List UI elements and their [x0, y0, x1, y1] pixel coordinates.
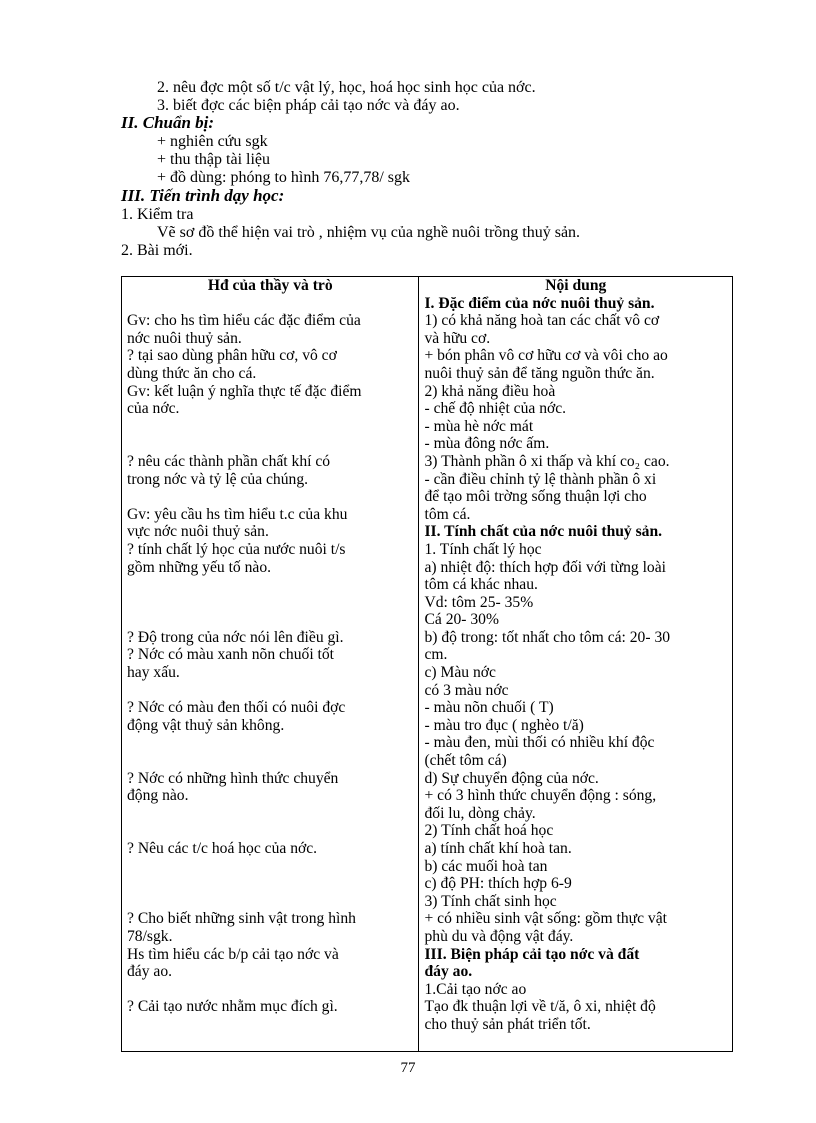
left-column-header: Hđ của thầy và trò	[207, 277, 333, 294]
left-cell-line	[127, 611, 413, 629]
left-cell-line: 78/sgk.	[127, 927, 173, 945]
left-cell-line	[127, 418, 413, 436]
left-cell-line	[127, 295, 413, 313]
left-cell-line: Gv: kết luận ý nghĩa thực tế đặc điểm	[127, 382, 362, 400]
right-cell-line: 1. Tính chất lý học	[424, 540, 542, 558]
right-cell-line: - màu đen, mùi thối có nhiều khí độc	[424, 734, 655, 752]
left-cell-line	[127, 435, 413, 453]
right-cell-line: Vd: tôm 25- 35%	[424, 593, 534, 611]
right-cell-line: a) tính chất khí hoà tan.	[424, 840, 572, 857]
right-cell-line: 3) Tính chất sinh học	[424, 892, 557, 910]
right-cell-line: + bón phân vô cơ hữu cơ và vôi cho ao	[424, 347, 668, 365]
prep-item-3: + đồ dùng: phóng to hình 76,77,78/ sgk	[157, 169, 411, 186]
right-cell-line: b) các muối hoà tan	[424, 857, 548, 875]
left-cell-line: ? Cải tạo nước nhằm mục đích gì.	[127, 998, 338, 1016]
lesson-table	[121, 276, 733, 1052]
left-cell-line	[127, 1034, 413, 1052]
left-cell-line: vực nớc nuôi thuỷ sản.	[127, 523, 269, 541]
right-cell-line: (chết tôm cá)	[424, 752, 507, 770]
right-cell-line: đáy ao.	[424, 963, 473, 981]
left-cell-line: ? Độ trong của nớc nói lên điều gì.	[127, 628, 344, 646]
left-cell-line	[127, 594, 413, 612]
right-cell-line: c) độ PH: thích hợp 6-9	[424, 875, 572, 893]
right-cell-line	[424, 1034, 727, 1052]
right-cell-line: 2) Tính chất hoá học	[424, 822, 554, 840]
left-cell-line	[127, 752, 413, 770]
left-cell-line: động nào.	[127, 787, 189, 805]
left-cell-line: gồm những yếu tố nào.	[127, 558, 272, 576]
left-cell-line	[127, 734, 413, 752]
left-cell-line	[127, 682, 413, 700]
left-cell-line: đáy ao.	[127, 963, 173, 981]
right-cell-line: - mùa hè nớc mát	[424, 417, 534, 435]
right-cell-line: - màu nõn chuối ( T)	[424, 699, 554, 717]
left-cell-line: ? nêu các thành phần chất khí có	[127, 452, 331, 470]
left-cell-line	[127, 488, 413, 506]
right-cell-line: d) Sự chuyển động của nớc.	[424, 769, 599, 787]
right-cell-line: phù du và động vật đáy.	[424, 927, 574, 945]
right-cell-line: 2) khả năng điều hoà	[424, 382, 556, 400]
left-cell-line	[127, 822, 413, 840]
prep-item-1: + nghiên cứu sgk	[157, 133, 268, 150]
right-cell-line: 3) Thành phần ô xi thấp và khí co₂ cao.	[424, 452, 670, 470]
right-cell-line: tôm cá khác nhau.	[424, 576, 538, 594]
left-cell-line	[127, 858, 413, 876]
objective-2: 2. nêu đợc một số t/c vật lý, học, hoá học sinh học của nớc.	[157, 79, 536, 96]
objective-3: 3. biết đợc các biện pháp cải tạo nớc và đáy ao.	[157, 97, 460, 114]
left-cell-line: Gv: cho hs tìm hiểu các đặc điểm của	[127, 312, 361, 330]
right-cell-line: đối lu, dòng chảy.	[424, 804, 536, 822]
left-cell-line: trong nớc và tỷ lệ của chúng.	[127, 470, 309, 488]
right-cell-line: 1) có khả năng hoà tan các chất vô cơ	[424, 312, 660, 330]
right-column-header: Nội dung	[545, 277, 607, 294]
right-column	[419, 277, 733, 1052]
left-cell-line: hay xấu.	[127, 664, 180, 682]
left-cell-line: Gv: yêu cầu hs tìm hiểu t.c của khu	[127, 505, 348, 523]
prep-item-2: + thu thập tài liệu	[157, 151, 270, 168]
right-cell-line: - cần điều chỉnh tỷ lệ thành phần ô xi	[424, 470, 657, 488]
right-cell-line: cm.	[424, 646, 448, 664]
step-1-question: Vẽ sơ đồ thể hiện vai trò , nhiệm vụ của nghề nuôi trồng thuỷ sản.	[157, 224, 581, 241]
right-cell-line: và hữu cơ.	[424, 329, 491, 347]
right-cell-line: c) Màu nớc	[424, 664, 496, 682]
right-cell-line: b) độ trong: tốt nhất cho tôm cá: 20- 30	[424, 628, 671, 646]
section-preparation-heading: II. Chuẩn bị:	[121, 113, 215, 132]
left-cell-line: ? Nêu các t/c hoá học của nớc.	[127, 840, 318, 857]
left-cell-line	[127, 805, 413, 823]
left-cell-line: ? Nớc có màu xanh nõn chuối tốt	[127, 646, 335, 664]
right-cell-line: để tạo môi trờng sống thuận lợi cho	[424, 488, 647, 506]
left-cell-line	[127, 875, 413, 893]
step-2: 2. Bài mới.	[121, 242, 193, 259]
right-cell-line: II. Tính chất của nớc nuôi thuỷ sản.	[424, 523, 663, 541]
right-cell-line: + có 3 hình thức chuyển động : sóng,	[424, 787, 657, 805]
left-cell-line: nớc nuôi thuỷ sản.	[127, 329, 242, 347]
right-cell-line: + có nhiều sinh vật sống: gồm thực vật	[424, 910, 667, 928]
left-cell-line: ? Cho biết những sinh vật trong hình	[127, 910, 356, 928]
left-cell-line: của nớc.	[127, 400, 180, 418]
left-cell-line: ? tính chất lý học của nước nuôi t/s	[127, 540, 346, 558]
left-cell-line: ? Nớc có màu đen thối có nuôi đợc	[127, 699, 346, 717]
step-1: 1. Kiểm tra	[121, 206, 194, 223]
left-column	[122, 277, 419, 1052]
right-cell-line: - màu tro đục ( nghèo t/ă)	[424, 716, 584, 734]
left-cell-line: ? tại sao dùng phân hữu cơ, vô cơ	[127, 347, 337, 365]
right-cell-line: - chế độ nhiệt của nớc.	[424, 400, 567, 418]
right-cell-line: tôm cá.	[424, 505, 471, 523]
right-cell-line: I. Đặc điểm của nớc nuôi thuỷ sản.	[424, 294, 655, 312]
left-cell-line: động vật thuỷ sản không.	[127, 716, 285, 734]
left-cell-line: ? Nớc có những hình thức chuyển	[127, 769, 339, 787]
right-cell-line: a) nhiệt độ: thích hợp đối với từng loài	[424, 558, 666, 576]
right-cell-line: cho thuỷ sản phát triển tốt.	[424, 1015, 591, 1033]
left-cell-line	[127, 893, 413, 911]
right-cell-line: có 3 màu nớc	[424, 681, 509, 699]
left-cell-line	[127, 576, 413, 594]
left-cell-line: dùng thức ăn cho cá.	[127, 364, 257, 382]
section-procedure-heading: III. Tiến trình dạy học:	[121, 186, 285, 205]
left-cell-line	[127, 981, 413, 999]
right-cell-line: 1.Cải tạo nớc ao	[424, 980, 527, 998]
right-cell-line: - mùa đông nớc ấm.	[424, 435, 550, 453]
right-cell-line: III. Biện pháp cải tạo nớc và đất	[424, 945, 640, 963]
right-cell-line: Tạo đk thuận lợi về t/ă, ô xi, nhiệt độ	[424, 998, 656, 1016]
page-number: 77	[400, 1060, 416, 1076]
right-cell-line: nuôi thuỷ sản để tăng nguồn thức ăn.	[424, 364, 655, 382]
left-cell-line	[127, 1016, 413, 1034]
right-cell-line: Cá 20- 30%	[424, 611, 499, 629]
left-cell-line: Hs tìm hiểu các b/p cải tạo nớc và	[127, 945, 339, 963]
